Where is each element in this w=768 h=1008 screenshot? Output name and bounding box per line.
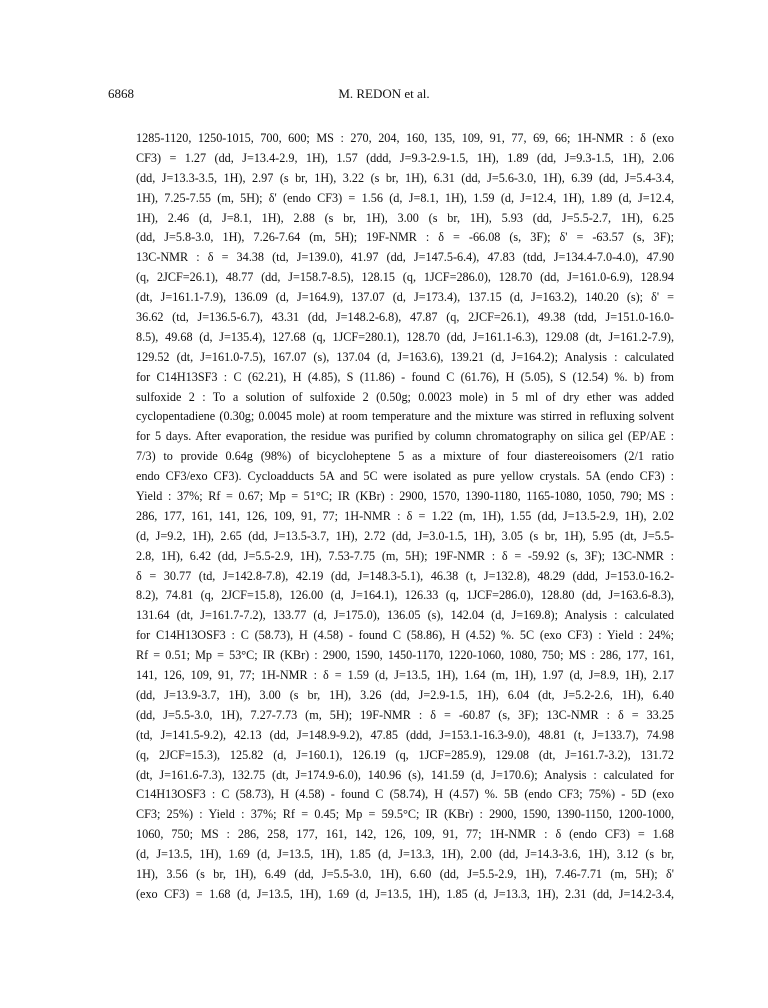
text-line: 1285-1120, 1250-1015, 700, 600; MS : 270, 204, 160, 135, 109, 91, 77, 69, 66; 1H-NMR : δ (exo bbox=[136, 131, 674, 145]
text-line: (dd, J=13.3-3.5, 1H), 2.97 (s br, 1H), 3.22 (s br, 1H), 6.31 (dd, J=5.6-3.0, 1H), 6.39 (dd, J=5.4-3.4, bbox=[136, 170, 674, 185]
text-line: (dd, J=5.5-3.0, 1H), 7.27-7.73 (m, 5H); 19F-NMR : δ = -60.87 (s, 3F); 13C-NMR : δ = 33.25 bbox=[136, 707, 674, 722]
text-line: 1H), 3.56 (s br, 1H), 6.49 (dd, J=5.5-3.0, 1H), 6.60 (dd, J=5.5-2.9, 1H), 7.46-7.71 (m, 5H); δ' bbox=[136, 866, 674, 881]
page-number: 6868 bbox=[108, 86, 134, 101]
text-line: (exo CF3) = 1.68 (d, J=13.5, 1H), 1.69 (d, J=13.5, 1H), 1.85 (d, J=13.3, 1H), 2.31 (dd, J=14.2-3.4, bbox=[136, 886, 674, 901]
text-line: δ = 30.77 (td, J=142.8-7.8), 42.19 (dd, J=148.3-5.1), 46.38 (t, J=132.8), 48.29 (ddd, J=153.0-16.2- bbox=[136, 568, 674, 583]
text-line: Rf = 0.51; Mp = 53°C; IR (KBr) : 2900, 1590, 1450-1170, 1220-1060, 1080, 750; MS : 286, 177, 161, bbox=[136, 648, 674, 663]
text-line: 7/3) to provide 0.64g (98%) of bicycloheptene 5 as a mixture of four diastereoisomers (2/1 ratio bbox=[136, 449, 674, 464]
text-line: 1H), 2.46 (d, J=8.1, 1H), 2.88 (s br, 1H), 3.00 (s br, 1H), 5.93 (dd, J=5.5-2.7, 1H), 6.25 bbox=[136, 210, 674, 225]
text-line: sulfoxide 2 : To a solution of sulfoxide 2 (0.50g; 0.0023 mole) in 5 ml of dry ether was added bbox=[136, 389, 674, 404]
text-line: (d, J=9.2, 1H), 2.65 (dd, J=13.5-3.7, 1H), 2.72 (dd, J=3.0-1.5, 1H), 3.05 (s br, 1H), 5.95 (dt, J=5.5- bbox=[136, 528, 674, 543]
text-line: 1H), 7.25-7.55 (m, 5H); δ' (endo CF3) = 1.56 (d, J=8.1, 1H), 1.59 (d, J=12.4, 1H), 1.89 (d, J=12.4, bbox=[136, 190, 674, 205]
text-line: (q, 2JCF=15.3), 125.82 (d, J=160.1), 126.19 (q, 1JCF=285.9), 129.08 (dt, J=161.7-3.2), 131.72 bbox=[136, 747, 674, 762]
text-line: 8.5), 49.68 (d, J=135.4), 127.68 (q, 1JCF=280.1), 128.70 (dd, J=161.1-6.3), 129.08 (dt, J=161.2-7.9), bbox=[136, 329, 674, 344]
text-line: (d, J=13.5, 1H), 1.69 (d, J=13.5, 1H), 1.85 (d, J=13.3, 1H), 2.00 (dd, J=14.3-3.6, 1H), 3.12 (s br, bbox=[136, 847, 674, 862]
text-line: (dt, J=161.6-7.3), 132.75 (dt, J=174.9-6.0), 140.96 (s), 141.59 (d, J=170.6); Analysis : calculated for bbox=[136, 767, 674, 782]
text-line: 2.8, 1H), 6.42 (dd, J=5.5-2.9, 1H), 7.53-7.75 (m, 5H); 19F-NMR : δ = -59.92 (s, 3F); 13C-NMR : bbox=[136, 548, 674, 563]
text-line: for 5 days. After evaporation, the residue was purified by column chromatography on silica gel (EP/AE : bbox=[136, 429, 674, 444]
text-line: endo CF3/exo CF3). Cycloadducts 5A and 5C were isolated as pure yellow crystals. 5A (endo CF3) : bbox=[136, 469, 674, 484]
running-title: M. REDON et al. bbox=[338, 86, 430, 101]
text-line: 286, 177, 161, 141, 126, 109, 91, 77; 1H-NMR : δ = 1.22 (m, 1H), 1.55 (dd, J=13.5-2.9, 1H), 2.02 bbox=[136, 508, 674, 523]
text-line: CF3; 25%) : Yield : 37%; Rf = 0.45; Mp = 59.5°C; IR (KBr) : 2900, 1590, 1390-1150, 1200-1000, bbox=[136, 807, 674, 822]
text-line: C14H13OSF3 : C (58.73), H (4.58) - found C (58.74), H (4.57) %. 5B (endo CF3; 75%) - 5D (exo bbox=[136, 787, 674, 802]
text-line: 8.2), 74.81 (q, 2JCF=15.8), 126.00 (d, J=164.1), 126.33 (q, 1JCF=286.0), 128.80 (dd, J=163.6-8.3), bbox=[136, 588, 674, 603]
text-line: 36.62 (td, J=136.5-6.7), 43.31 (dd, J=148.2-6.8), 47.87 (q, 2JCF=26.1), 49.38 (tdd, J=151.0-16.0- bbox=[136, 310, 674, 325]
text-line: 1060, 750; MS : 286, 258, 177, 161, 142, 126, 109, 91, 77; 1H-NMR : δ (endo CF3) = 1.68 bbox=[136, 827, 674, 842]
text-line: cyclopentadiene (0.30g; 0.0045 mole) at room temperature and the mixture was stirred in refluxing solvent bbox=[136, 409, 674, 424]
text-line: 131.64 (dt, J=161.7-7.2), 133.77 (d, J=175.0), 136.05 (s), 142.04 (d, J=169.8); Analysis : calculated bbox=[136, 608, 674, 623]
text-line: 129.52 (dt, J=161.0-7.5), 167.07 (s), 137.04 (d, J=163.6), 139.21 (d, J=164.2); Analysis : calculated bbox=[136, 349, 674, 364]
text-line: (dd, J=5.8-3.0, 1H), 7.26-7.64 (m, 5H); 19F-NMR : δ = -66.08 (s, 3F); δ' = -63.57 (s, 3F); bbox=[136, 230, 674, 245]
text-line: 13C-NMR : δ = 34.38 (td, J=139.0), 41.97 (dd, J=147.5-6.4), 47.83 (tdd, J=134.4-7.0-4.0), 47.90 bbox=[136, 250, 674, 265]
text-line: (q, 2JCF=26.1), 48.77 (dd, J=158.7-8.5), 128.15 (q, 1JCF=286.0), 128.70 (dd, J=161.0-6.9), 128.94 bbox=[136, 270, 674, 285]
text-line: (dt, J=161.1-7.9), 136.09 (d, J=164.9), 137.07 (d, J=173.4), 137.15 (d, J=163.2), 140.20 (s); δ' = bbox=[136, 290, 674, 305]
experimental-text bbox=[136, 129, 674, 905]
text-line: for C14H13SF3 : C (62.21), H (4.85), S (11.86) - found C (61.76), H (5.05), S (12.54) %. b) from bbox=[136, 369, 674, 384]
text-line: CF3) = 1.27 (dd, J=13.4-2.9, 1H), 1.57 (ddd, J=9.3-2.9-1.5, 1H), 1.89 (dd, J=9.3-1.5, 1H), 2.06 bbox=[136, 150, 674, 165]
text-line: for C14H13OSF3 : C (58.73), H (4.58) - found C (58.86), H (4.52) %. 5C (exo CF3) : Yield : 24%; bbox=[136, 628, 674, 643]
text-line: 141, 126, 109, 91, 77; 1H-NMR : δ = 1.59 (d, J=13.5, 1H), 1.64 (m, 1H), 1.97 (d, J=8.9, 1H), 2.17 bbox=[136, 668, 674, 683]
text-line: (td, J=141.5-9.2), 42.13 (dd, J=148.9-9.2), 47.85 (ddd, J=153.1-16.3-9.0), 48.81 (t, J=133.7), 74.98 bbox=[136, 727, 674, 742]
text-line: Yield : 37%; Rf = 0.67; Mp = 51°C; IR (KBr) : 2900, 1570, 1390-1180, 1165-1080, 1050, 790; MS : bbox=[136, 489, 674, 504]
text-line: (dd, J=13.9-3.7, 1H), 3.00 (s br, 1H), 3.26 (dd, J=2.9-1.5, 1H), 6.04 (dt, J=5.2-2.6, 1H), 6.40 bbox=[136, 687, 674, 702]
